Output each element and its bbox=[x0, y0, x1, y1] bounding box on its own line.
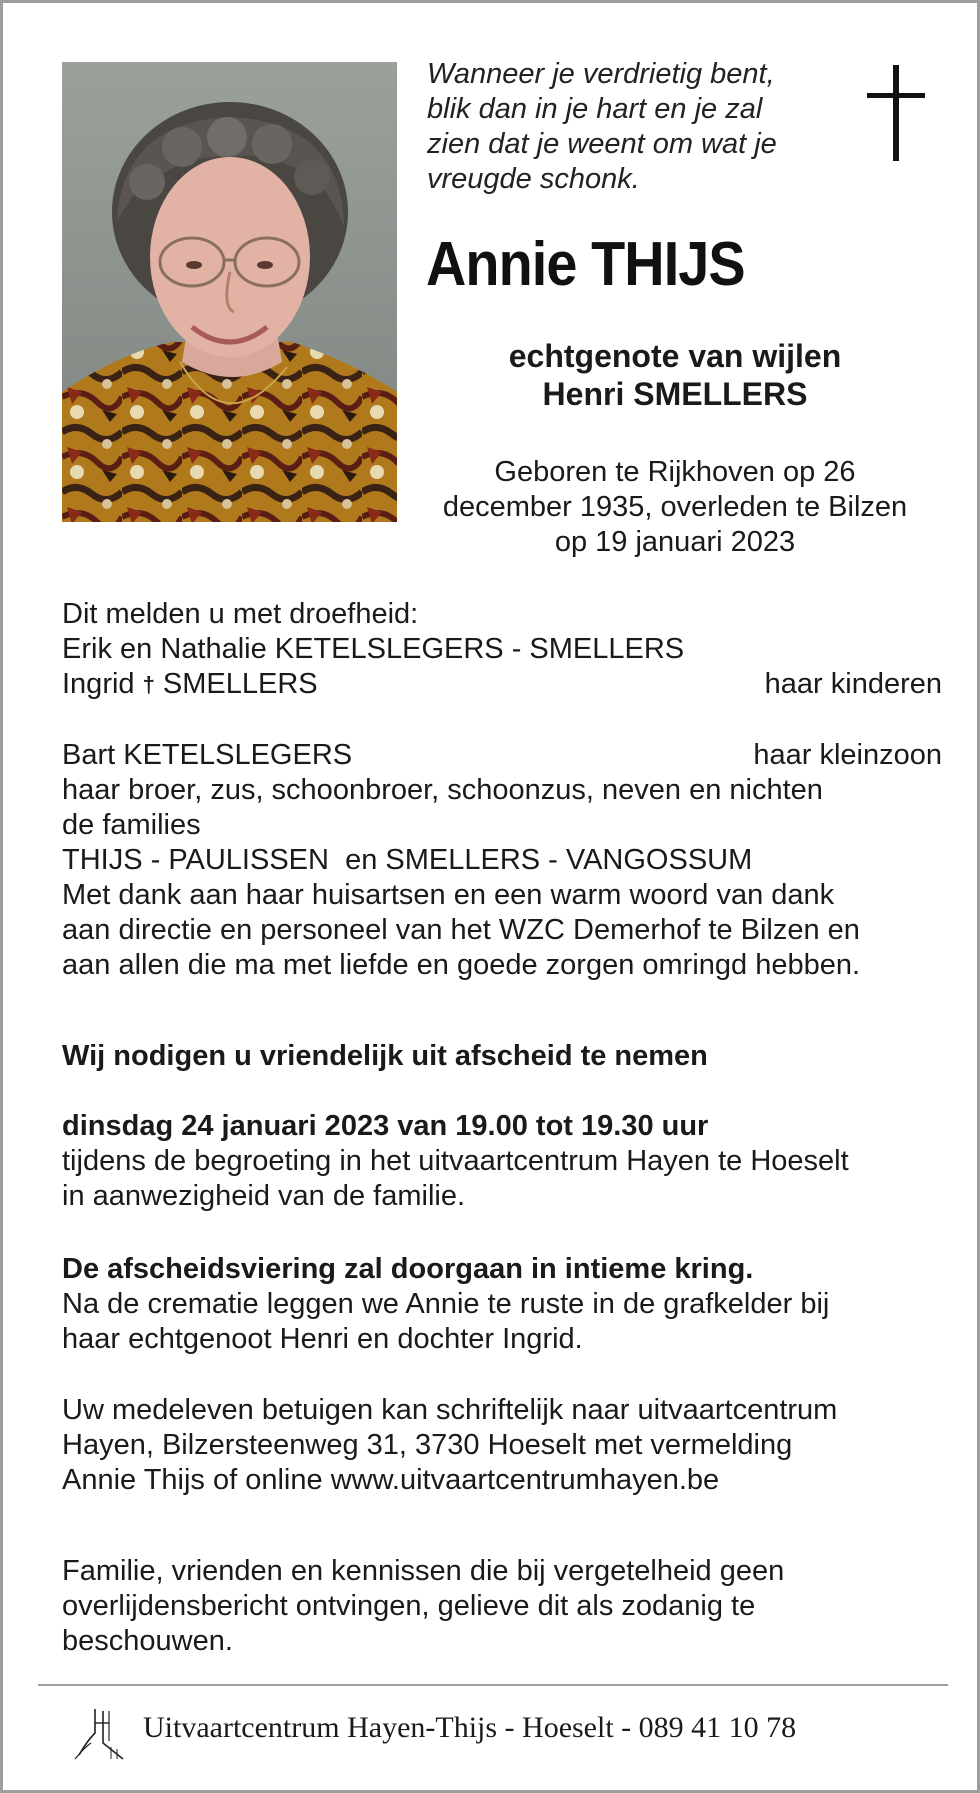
funeral-home-contact: Uitvaartcentrum Hayen-Thijs - Hoeselt - 089 41 10 78 bbox=[143, 1711, 797, 1744]
child-entry: Erik en Nathalie KETELSLEGERS - SMELLERS bbox=[62, 633, 685, 665]
spouse-name: Henri SMELLERS bbox=[542, 376, 808, 412]
poem bbox=[427, 57, 827, 197]
announcement-section bbox=[62, 597, 942, 983]
relation-label: haar kinderen bbox=[764, 668, 942, 700]
spouse-line: echtgenote van wijlen bbox=[508, 338, 842, 374]
condolence-line: Uw medeleven betuigen kan schriftelijk naar uitvaartcentrum bbox=[62, 1394, 838, 1426]
poem-line: Wanneer je verdrietig bent, bbox=[427, 58, 775, 90]
poem-line: zien dat je weent om wat je bbox=[427, 128, 777, 160]
portrait-photo bbox=[62, 62, 397, 522]
birth-death-dates bbox=[415, 455, 935, 560]
child-entry bbox=[62, 667, 318, 703]
thanks-line: aan directie en personeel van het WZC Demerhof te Bilzen en bbox=[62, 914, 860, 946]
visitation-time: dinsdag 24 januari 2023 van 19.00 tot 19.30 uur bbox=[62, 1110, 709, 1142]
notice-line: Familie, vrienden en kennissen die bij vergetelheid geen bbox=[62, 1555, 785, 1587]
visitation-location: tijdens de begroeting in het uitvaartcentrum Hayen te Hoeselt bbox=[62, 1145, 849, 1177]
visitation-note: in aanwezigheid van de familie. bbox=[62, 1180, 466, 1212]
notice-section bbox=[62, 1554, 942, 1659]
ceremony-line: Na de crematie leggen we Annie te ruste in de grafkelder bij bbox=[62, 1288, 830, 1320]
hayen-logo-icon bbox=[73, 1703, 129, 1761]
poem-line: blik dan in je hart en je zal bbox=[427, 93, 763, 125]
condolence-line: Hayen, Bilzersteenweg 31, 3730 Hoeselt met vermelding bbox=[62, 1429, 793, 1461]
footer-divider bbox=[38, 1684, 948, 1686]
thanks-line: aan allen die ma met liefde en goede zorgen omringd hebben. bbox=[62, 949, 861, 981]
child-row bbox=[62, 667, 942, 703]
dates-line: op 19 januari 2023 bbox=[554, 526, 796, 558]
condolence-section bbox=[62, 1393, 942, 1498]
latin-cross-icon bbox=[867, 65, 925, 161]
dates-line: Geboren te Rijkhoven op 26 bbox=[494, 456, 856, 488]
families-names: THIJS - PAULISSEN en SMELLERS - VANGOSSUM bbox=[62, 844, 753, 876]
deceased-name: Annie THIJS bbox=[426, 230, 745, 299]
footer bbox=[73, 1703, 933, 1763]
families-label: de families bbox=[62, 809, 201, 841]
relatives-line: haar broer, zus, schoonbroer, schoonzus, neven en nichten bbox=[62, 774, 823, 806]
invitation-section bbox=[62, 1039, 942, 1214]
ceremony-line: haar echtgenoot Henri en dochter Ingrid. bbox=[62, 1323, 583, 1355]
ceremony-section bbox=[62, 1252, 942, 1357]
grandson-row bbox=[62, 738, 942, 773]
ceremony-heading: De afscheidsviering zal doorgaan in intieme kring. bbox=[62, 1253, 754, 1285]
invitation-heading: Wij nodigen u vriendelijk uit afscheid te nemen bbox=[62, 1040, 708, 1072]
thanks-line: Met dank aan haar huisartsen en een warm woord van dank bbox=[62, 879, 835, 911]
poem-line: vreugde schonk. bbox=[427, 163, 640, 195]
spouse-info bbox=[427, 337, 923, 413]
relation-label: haar kleinzoon bbox=[753, 739, 942, 771]
portrait-illustration bbox=[62, 62, 397, 522]
grandson-name: Bart KETELSLEGERS bbox=[62, 739, 353, 771]
child-last-name: SMELLERS bbox=[162, 668, 318, 700]
child-first-name: Ingrid bbox=[62, 668, 135, 700]
dates-line: december 1935, overleden te Bilzen bbox=[442, 491, 908, 523]
announcement-intro: Dit melden u met droefheid: bbox=[62, 598, 419, 630]
notice-line: overlijdensbericht ontvingen, gelieve dit als zodanig te bbox=[62, 1590, 756, 1622]
deceased-cross-icon: † bbox=[142, 672, 155, 697]
notice-line: beschouwen. bbox=[62, 1625, 233, 1657]
condolence-line: Annie Thijs of online www.uitvaartcentrumhayen.be bbox=[62, 1464, 720, 1496]
